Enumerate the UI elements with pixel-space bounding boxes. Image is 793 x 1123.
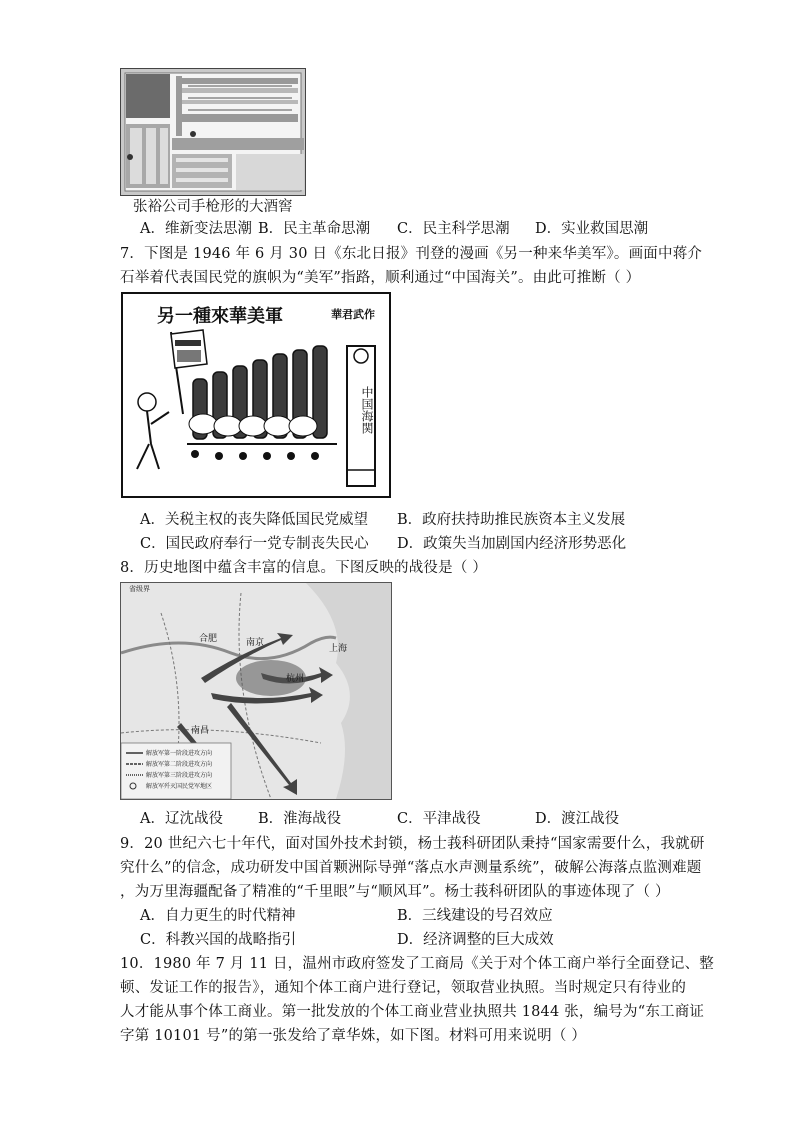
q10-stem-line-3: 人才能从事个体工商业。第一批发放的个体工商业营业执照共 1844 张，编号为“东工商证 xyxy=(120,1004,705,1020)
city-hefei: 合肥 xyxy=(199,634,218,644)
q8-option-a: A．辽沈战役 xyxy=(140,811,223,827)
q9-option-a: A．自力更生的时代精神 xyxy=(140,908,296,924)
q8-option-d: D．渡江战役 xyxy=(535,811,620,827)
q6-option-d: D．实业救国思潮 xyxy=(535,221,649,237)
q6-option-b: B．民主革命思潮 xyxy=(258,221,371,237)
q7-stem-line-2: 石举着代表国民党的旗帜为“美军”指路，顺利通过“中国海关”。由此可推断（ ） xyxy=(120,270,641,286)
legend-item-3: 解放军第三阶段进攻方向 xyxy=(146,772,213,779)
campaign-map xyxy=(120,582,392,800)
q8-option-c: C．平津战役 xyxy=(397,811,481,827)
figure-caption: 张裕公司手枪形的大酒窖 xyxy=(133,199,293,215)
q7-option-c: C．国民政府奉行一党专制丧失民心 xyxy=(140,536,369,552)
q10-stem-line-4: 字第 10101 号”的第一张发给了章华姝，如下图。材料可用来说明（ ） xyxy=(120,1028,587,1044)
q6-option-a: A．维新变法思潮 xyxy=(140,221,252,237)
q7-stem-line-1: 7．下图是 1946 年 6 月 30 日《东北日报》刊登的漫画《另一种来华美军》。画面中蒋介 xyxy=(120,246,703,262)
q7-option-d: D．政策失当加剧国内经济形势恶化 xyxy=(397,536,627,552)
city-nanjing: 南京 xyxy=(246,638,265,648)
q9-stem-line-3: ，为万里海疆配备了精准的“千里眼”与“顺风耳”。杨士莪科研团队的事迹体现了（ ） xyxy=(120,884,670,900)
city-hangzhou: 杭州 xyxy=(286,674,305,684)
legend-item-4: 解放军歼灭国民党军地区 xyxy=(146,783,213,790)
q7-option-b: B．政府扶持助推民族资本主义发展 xyxy=(397,512,626,528)
q9-option-c: C．科教兴国的战略指引 xyxy=(140,932,297,948)
customs-gate-label: 中国海関 xyxy=(360,386,374,434)
q8-stem: 8．历史地图中蕴含丰富的信息。下图反映的战役是（ ） xyxy=(120,560,488,576)
q9-stem-line-1: 9．20 世纪六七十年代，面对国外技术封锁，杨士莪科研团队秉持“国家需要什么，我就研 xyxy=(120,836,705,852)
wine-cellar-floor-plan xyxy=(120,68,306,196)
cartoon-title: 另一種來華美軍 xyxy=(157,306,283,327)
city-shanghai: 上海 xyxy=(329,644,348,654)
legend-item-2: 解放军第二阶段进攻方向 xyxy=(146,761,213,768)
q8-option-b: B．淮海战役 xyxy=(258,811,342,827)
cartoon-author: 華君武作 xyxy=(331,308,375,321)
q9-stem-line-2: 究什么”的信念，成功研发中国首颗洲际导弹“落点水声测量系统”，破解公海落点监测难题 xyxy=(120,860,702,876)
city-nanchang: 南昌 xyxy=(191,726,210,736)
legend-item-1: 解放军第一阶段进攻方向 xyxy=(146,750,213,757)
q7-option-a: A．关税主权的丧失降低国民党威望 xyxy=(140,512,368,528)
map-legend-title: 省级界 xyxy=(129,585,150,593)
q9-option-b: B．三线建设的号召效应 xyxy=(397,908,553,924)
q9-option-d: D．经济调整的巨大成效 xyxy=(397,932,554,948)
q10-stem-line-1: 10．1980 年 7 月 11 日，温州市政府签发了工商局《关于对个体工商户举行全面登记、整 xyxy=(120,956,714,972)
q10-stem-line-2: 顿、发证工作的报告》，通知个体工商户进行登记，领取营业执照。当时规定只有待业的 xyxy=(120,980,687,996)
q6-option-c: C．民主科学思潮 xyxy=(397,221,510,237)
cartoon-image xyxy=(121,292,391,498)
